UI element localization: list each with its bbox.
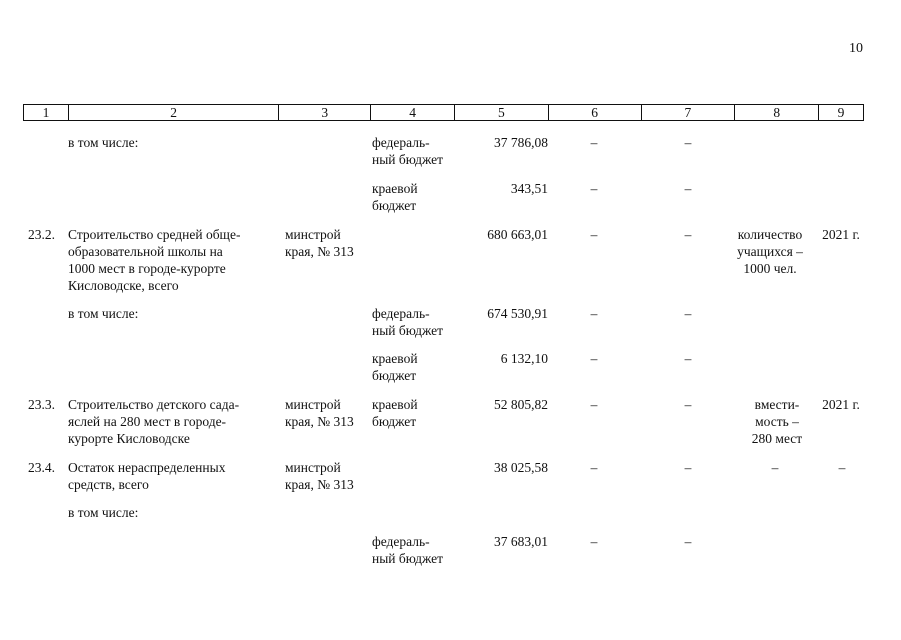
- col6-value: –: [590, 135, 598, 150]
- responsible-agency: минстрой края, № 313: [285, 227, 354, 259]
- item-description: Строительство средней обще- образовательной школы на 1000 мест в городе-курорте Кисловодске, всего: [68, 227, 241, 293]
- budget-source: краевой бюджет: [372, 397, 418, 429]
- col7-value: –: [684, 135, 692, 150]
- col7-value: –: [684, 227, 692, 242]
- item-description: Остаток нераспределенных средств, всего: [68, 460, 226, 492]
- budget-source: краевой бюджет: [372, 181, 418, 213]
- col6-value: –: [590, 306, 598, 321]
- col7-value: –: [684, 351, 692, 366]
- col7-value: –: [684, 534, 692, 549]
- item-description: Строительство детского сада- яслей на 280 мест в городе- курорте Кисловодске: [68, 397, 240, 446]
- year: 2021 г.: [822, 397, 860, 412]
- col6-value: –: [590, 534, 598, 549]
- col7-value: –: [684, 460, 692, 475]
- amount: 37 683,01: [494, 534, 548, 549]
- amount: 52 805,82: [494, 397, 548, 412]
- header-col-6: 6: [549, 105, 642, 120]
- page-number: 10: [849, 41, 863, 56]
- amount: 343,51: [510, 181, 548, 196]
- col7-value: –: [684, 306, 692, 321]
- col6-value: –: [590, 351, 598, 366]
- header-col-8: 8: [735, 105, 819, 120]
- responsible-agency: минстрой края, № 313: [285, 397, 354, 429]
- amount: 37 786,08: [494, 135, 548, 150]
- item-number: 23.3.: [28, 397, 55, 412]
- amount: 680 663,01: [487, 227, 548, 242]
- row-label: в том числе:: [68, 306, 139, 321]
- budget-source: федераль- ный бюджет: [372, 135, 444, 167]
- item-number: 23.2.: [28, 227, 55, 242]
- col6-value: –: [590, 460, 598, 475]
- row-label: в том числе:: [68, 135, 139, 150]
- year: 2021 г.: [822, 227, 860, 242]
- col6-value: –: [590, 181, 598, 196]
- row-label: в том числе:: [68, 505, 139, 520]
- col7-value: –: [684, 181, 692, 196]
- header-col-1: 1: [24, 105, 69, 120]
- year: –: [838, 460, 846, 475]
- item-number: 23.4.: [28, 460, 55, 475]
- header-col-2: 2: [69, 105, 280, 120]
- col6-value: –: [590, 227, 598, 242]
- col6-value: –: [590, 397, 598, 412]
- amount: 38 025,58: [494, 460, 548, 475]
- header-col-4: 4: [371, 105, 455, 120]
- indicator: вмести- мость – 280 мест: [751, 397, 803, 446]
- header-col-9: 9: [837, 105, 845, 120]
- indicator: –: [771, 460, 779, 475]
- amount: 6 132,10: [500, 351, 548, 366]
- indicator: количество учащихся – 1000 чел.: [737, 227, 803, 276]
- header-col-5: 5: [455, 105, 549, 120]
- responsible-agency: минстрой края, № 313: [285, 460, 354, 492]
- budget-source: краевой бюджет: [372, 351, 418, 383]
- table-header: [23, 104, 864, 121]
- budget-source: федераль- ный бюджет: [372, 534, 444, 566]
- amount: 674 530,91: [487, 306, 548, 321]
- header-col-7: 7: [642, 105, 736, 120]
- budget-source: федераль- ный бюджет: [372, 306, 444, 338]
- header-col-3: 3: [279, 105, 371, 120]
- col7-value: –: [684, 397, 692, 412]
